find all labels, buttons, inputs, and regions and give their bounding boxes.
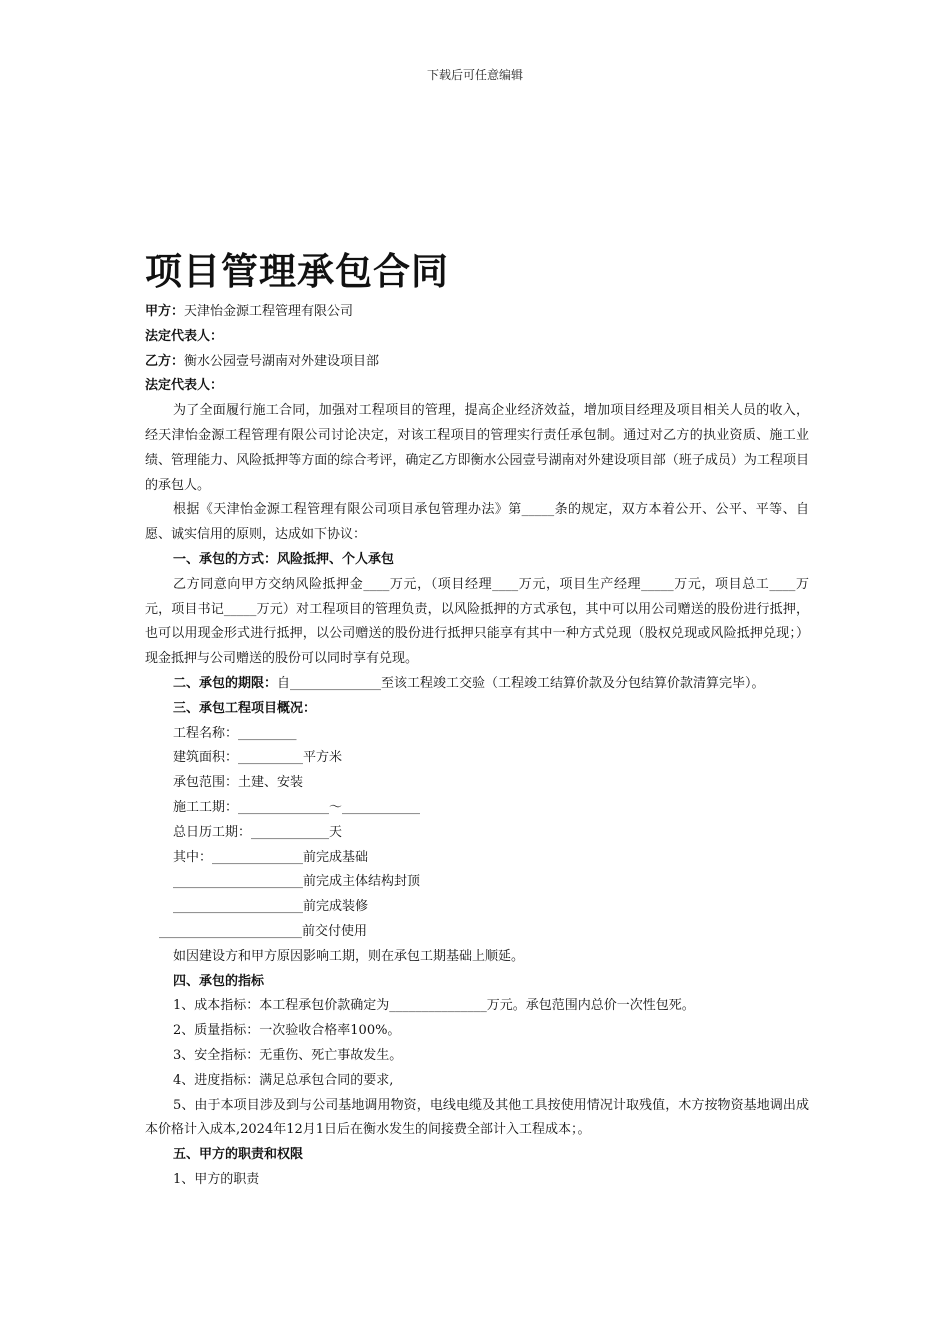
section-3-item: 其中：______________前完成基础 [173,849,369,865]
section-3-item: ______________________前交付使用 [159,923,368,939]
section-4-item-5: 5、由于本项目涉及到与公司基地调用物资，电线电缆及其他工具按使用情况计取残值，木方按物资基地调出成本价格计入成本,2024年12月1日后在衡水发生的间接费全部计入工程成本；。 [145,1097,809,1138]
party-b-label: 乙方： [145,353,185,369]
section-2-paragraph [145,672,809,697]
party-b-rep-line [145,374,809,399]
section-3-item: 施工工期：______________～____________ [173,799,421,815]
section-3-item: 工程名称：_________ [173,725,297,741]
section-3-item: ____________________前完成主体结构封顶 [173,874,421,890]
section-2-body: 自______________至该工程竣工交验（工程竣工结算价款及分包结算价款清算完毕）。 [277,675,765,691]
section-4-item: 2、质量指标：一次验收合格率100%。 [173,1023,401,1039]
intro-paragraph-2: 根据《天津怡金源工程管理有限公司项目承包管理办法》第_____条的规定，双方本着公开、公平、平等、自愿、诚实信用的原则，达成如下协议： [145,502,809,543]
section-1-heading: 一、承包的方式：风险抵押、个人承包 [173,551,395,567]
contract-document [145,246,809,1193]
section-3-item: 承包范围：土建、安装 [173,775,304,791]
section-5-sub-1: 1、甲方的职责 [173,1171,260,1187]
party-a-rep-line [145,325,809,350]
header-note: 下载后可任意编辑 [426,68,523,82]
section-3-item: 建筑面积：__________平方米 [173,750,343,766]
section-4-item: 4、进度指标：满足总承包合同的要求, [173,1072,394,1088]
section-1-body: 乙方同意向甲方交纳风险抵押金____万元，（项目经理____万元，项目生产经理_____万元，项目总工____万元，项目书记_____万元）对工程项目的管理负责，以风险抵押的方式承包，其中可以用公司赠送的股份进行抵押，也可以用现金形式进行抵押，以公司赠送的股份进行抵押只能享有其中一种方式兑现（股权兑现或风险抵押兑现；）现金抵押与公司赠送的股份可以同时享有兑现。 [145,576,809,667]
section-3-note: 如因建设方和甲方原因影响工期，则在承包工期基础上顺延。 [173,948,525,964]
intro-paragraph-1: 为了全面履行施工合同，加强对工程项目的管理，提高企业经济效益，增加项目经理及项目相关人员的收入，经天津怡金源工程管理有限公司讨论决定，对该工程项目的管理实行责任承包制。通过对乙方的执业资质、施工业绩、管理能力、风险抵押等方面的综合考评，确定乙方即衡水公园壹号湖南对外建设项目部（班子成员）为工程项目的承包人。 [145,403,809,493]
document-title: 项目管理承包合同 [145,250,449,293]
section-4-item: 1、成本指标：本工程承包价款确定为_______________万元。承包范围内总价一次性包死。 [173,998,695,1014]
section-5-heading: 五、甲方的职责和权限 [173,1147,304,1163]
party-a-label: 甲方： [145,304,185,319]
party-a-value: 天津怡金源工程管理有限公司 [184,304,354,319]
section-3-heading: 三、承包工程项目概况： [173,700,317,716]
party-a-rep-label: 法定代表人： [145,328,224,344]
party-b-value: 衡水公园壹号湖南对外建设项目部 [184,353,380,369]
party-b-line [145,350,809,375]
section-4-heading: 四、承包的指标 [173,973,265,989]
section-3-item: ____________________前完成装修 [173,899,369,915]
section-4-item: 3、安全指标：无重伤、死亡事故发生。 [173,1047,403,1063]
party-b-rep-label: 法定代表人： [145,378,224,394]
section-2-heading: 二、承包的期限： [173,675,278,691]
party-a-line [145,300,809,325]
section-3-item: 总日历工期：____________天 [173,824,343,840]
